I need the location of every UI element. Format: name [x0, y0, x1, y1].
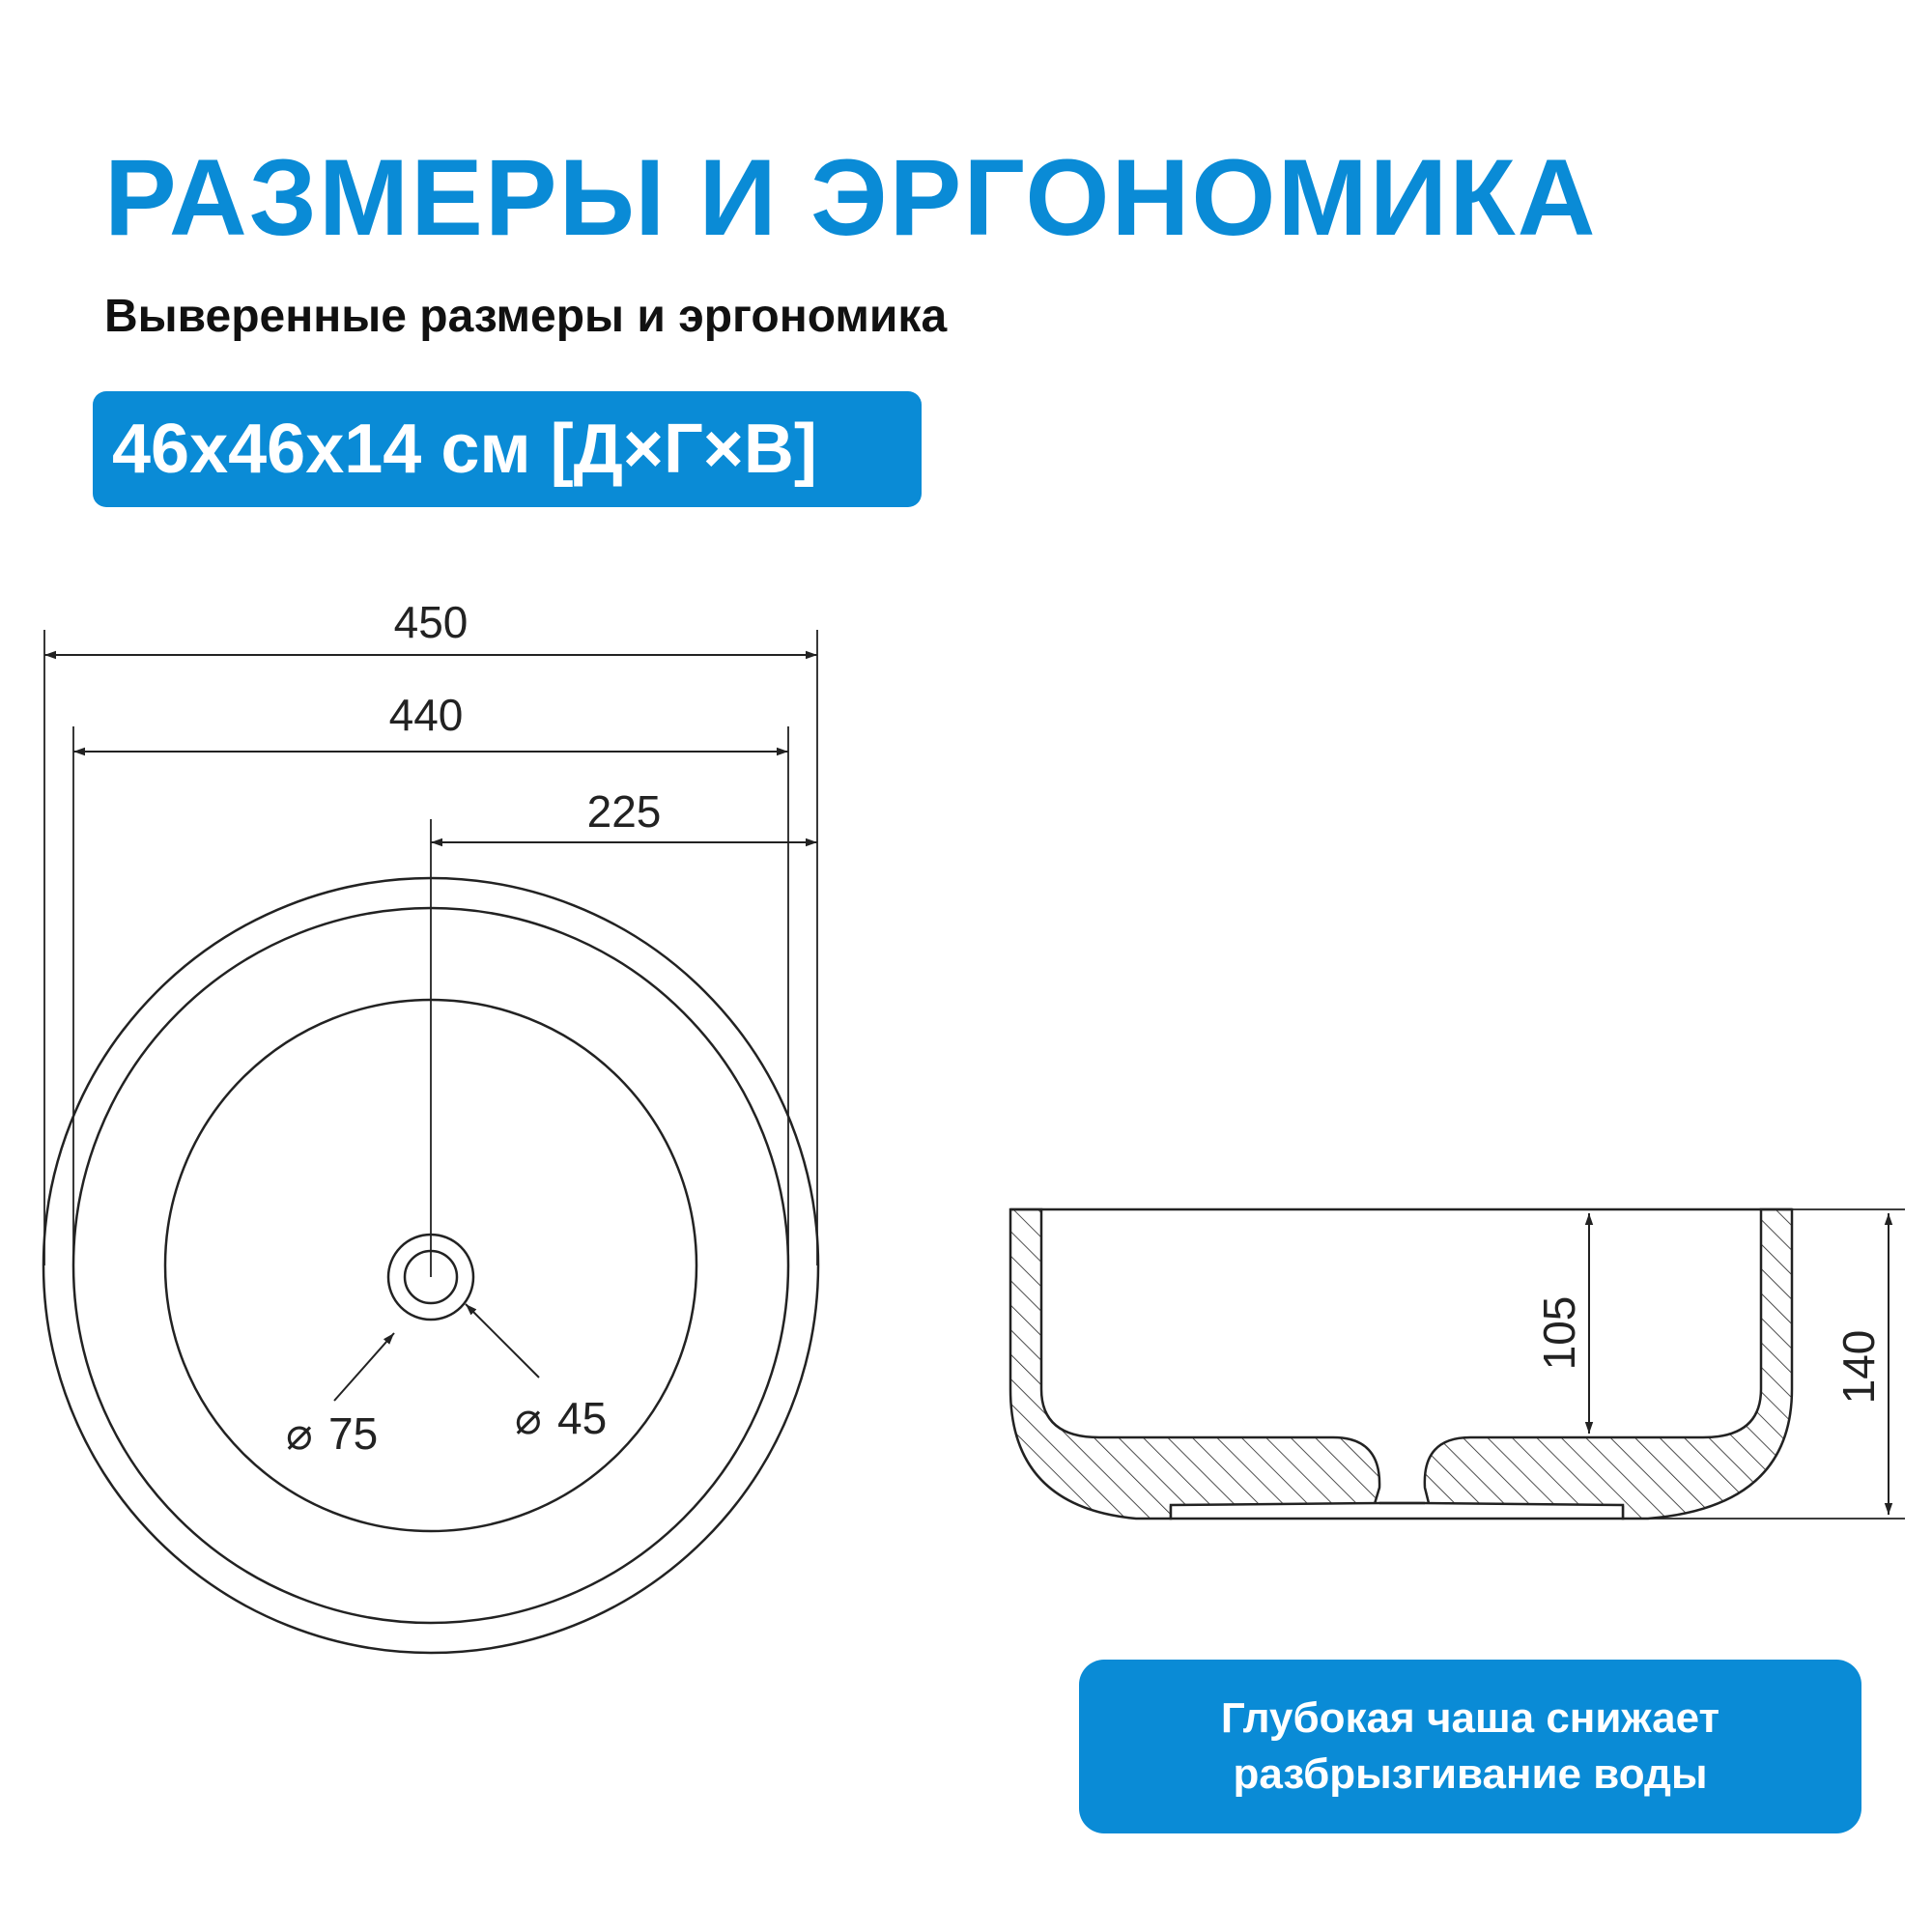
feature-note-line-2: разбрызгивание воды — [1233, 1750, 1708, 1798]
section-right-wall — [1425, 1209, 1792, 1519]
diameter-symbol: ⌀ — [515, 1393, 542, 1443]
dim-label-105: 105 — [1534, 1295, 1584, 1371]
side-view — [1010, 1209, 1905, 1519]
page-title: РАЗМЕРЫ И ЭРГОНОМИКА — [104, 137, 1598, 258]
section-left-wall — [1010, 1209, 1379, 1519]
dim-label-440: 440 — [388, 690, 464, 740]
feature-note — [1079, 1660, 1861, 1833]
leader-line-75 — [334, 1333, 394, 1401]
base-plate — [1171, 1503, 1623, 1519]
leader-line-45 — [466, 1304, 539, 1378]
dim-label-45: 45 — [557, 1393, 608, 1443]
feature-note-line-1: Глубокая чаша снижает — [1220, 1694, 1720, 1742]
dim-label-450: 450 — [393, 597, 469, 647]
page-subtitle: Выверенные размеры и эргономика — [104, 291, 948, 342]
dim-label-225: 225 — [586, 786, 662, 837]
dim-label-140: 140 — [1833, 1329, 1884, 1405]
dim-label-75: 75 — [328, 1408, 379, 1459]
top-view — [43, 630, 818, 1653]
diameter-symbol: ⌀ — [286, 1408, 313, 1459]
dimensions-badge-label: 46х46х14 см [Д×Г×В] — [112, 411, 817, 488]
